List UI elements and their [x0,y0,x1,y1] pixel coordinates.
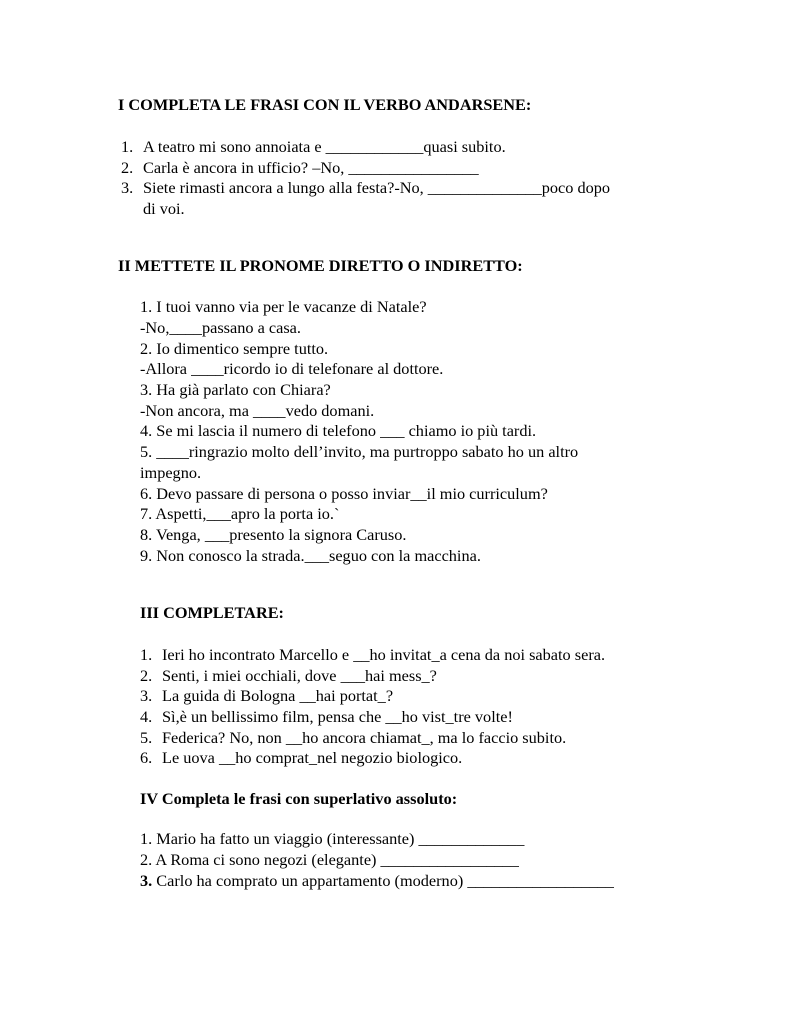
section-2-line: 6. Devo passare di persona o posso inviar__il mio curriculum? [140,484,548,503]
section-1-item-3-continuation [121,199,185,220]
section-1-item-3 [121,178,610,199]
section-3-item-3 [140,686,393,707]
section-3-item-6 [140,748,462,769]
section-2-line: -No,____passano a casa. [140,318,301,337]
item-text: A Roma ci sono negozi (elegante) _________________ [152,850,519,869]
section-2-line: 4. Se mi lascia il numero di telefono ___ chiamo io più tardi. [140,421,537,440]
item-number: 1. [140,645,153,664]
item-number: 2. [140,850,153,869]
item-text: Sì,è un bellissimo film, pensa che __ho vist_tre volte! [162,707,513,726]
item-text: Mario ha fatto un viaggio (interessante) _____________ [152,829,525,848]
section-4-line-1 [140,829,524,850]
item-number: 6. [140,748,153,767]
item-text: A teatro mi sono annoiata e ____________quasi subito. [143,137,506,156]
section-4-line-2 [140,850,519,871]
section-2-line: -Allora ____ricordo io di telefonare al dottore. [140,359,444,378]
item-number: 4. [140,707,153,726]
section-4-line-3 [140,871,614,892]
section-1-heading: I COMPLETA LE FRASI CON IL VERBO ANDARSENE: [118,95,532,114]
item-text: Carlo ha comprato un appartamento (moderno) __________________ [152,871,614,890]
item-number: 1. [121,137,134,156]
item-text: Carla è ancora in ufficio? –No, ________________ [143,158,479,177]
section-2-line: 2. Io dimentico sempre tutto. [140,339,329,358]
section-3-item-1 [140,645,605,666]
item-number: 2. [121,158,134,177]
item-text: di voi. [143,199,185,218]
item-text: Siete rimasti ancora a lungo alla festa?-No, ______________poco dopo [143,178,611,197]
section-2-line: -Non ancora, ma ____vedo domani. [140,401,375,420]
section-2-line: 7. Aspetti,___apro la porta io.` [140,504,340,523]
item-number: 5. [140,728,153,747]
section-2-line: 9. Non conosco la strada.___seguo con la macchina. [140,546,481,565]
section-2-line: 1. I tuoi vanno via per le vacanze di Natale? [140,297,427,316]
section-2-line: 3. Ha già parlato con Chiara? [140,380,331,399]
item-number: 3. [140,686,153,705]
item-text: Federica? No, non __ho ancora chiamat_, ma lo faccio subito. [162,728,567,747]
section-3-item-2 [140,666,437,687]
item-number: 2. [140,666,153,685]
section-3-heading: III COMPLETARE: [140,603,284,622]
section-3-item-5 [140,728,566,749]
section-2-line: impegno. [140,463,202,482]
item-number: 3. [140,871,153,890]
item-text: La guida di Bologna __hai portat_? [162,686,394,705]
section-2-line: 8. Venga, ___presento la signora Caruso. [140,525,407,544]
section-1-item-2 [121,158,479,179]
section-3-item-4 [140,707,513,728]
section-2-line: 5. ____ringrazio molto dell’invito, ma purtroppo sabato ho un altro [140,442,579,461]
item-text: Le uova __ho comprat_nel negozio biologico. [162,748,463,767]
item-number: 3. [121,178,134,197]
item-text: Ieri ho incontrato Marcello e __ho invitat_a cena da noi sabato sera. [162,645,606,664]
section-1-item-1 [121,137,506,158]
item-text: Senti, i miei occhiali, dove ___hai mess_? [162,666,437,685]
section-4-heading: IV Completa le frasi con superlativo assoluto: [140,789,458,808]
section-2-heading: II METTETE IL PRONOME DIRETTO O INDIRETTO: [118,256,523,275]
item-number: 1. [140,829,153,848]
